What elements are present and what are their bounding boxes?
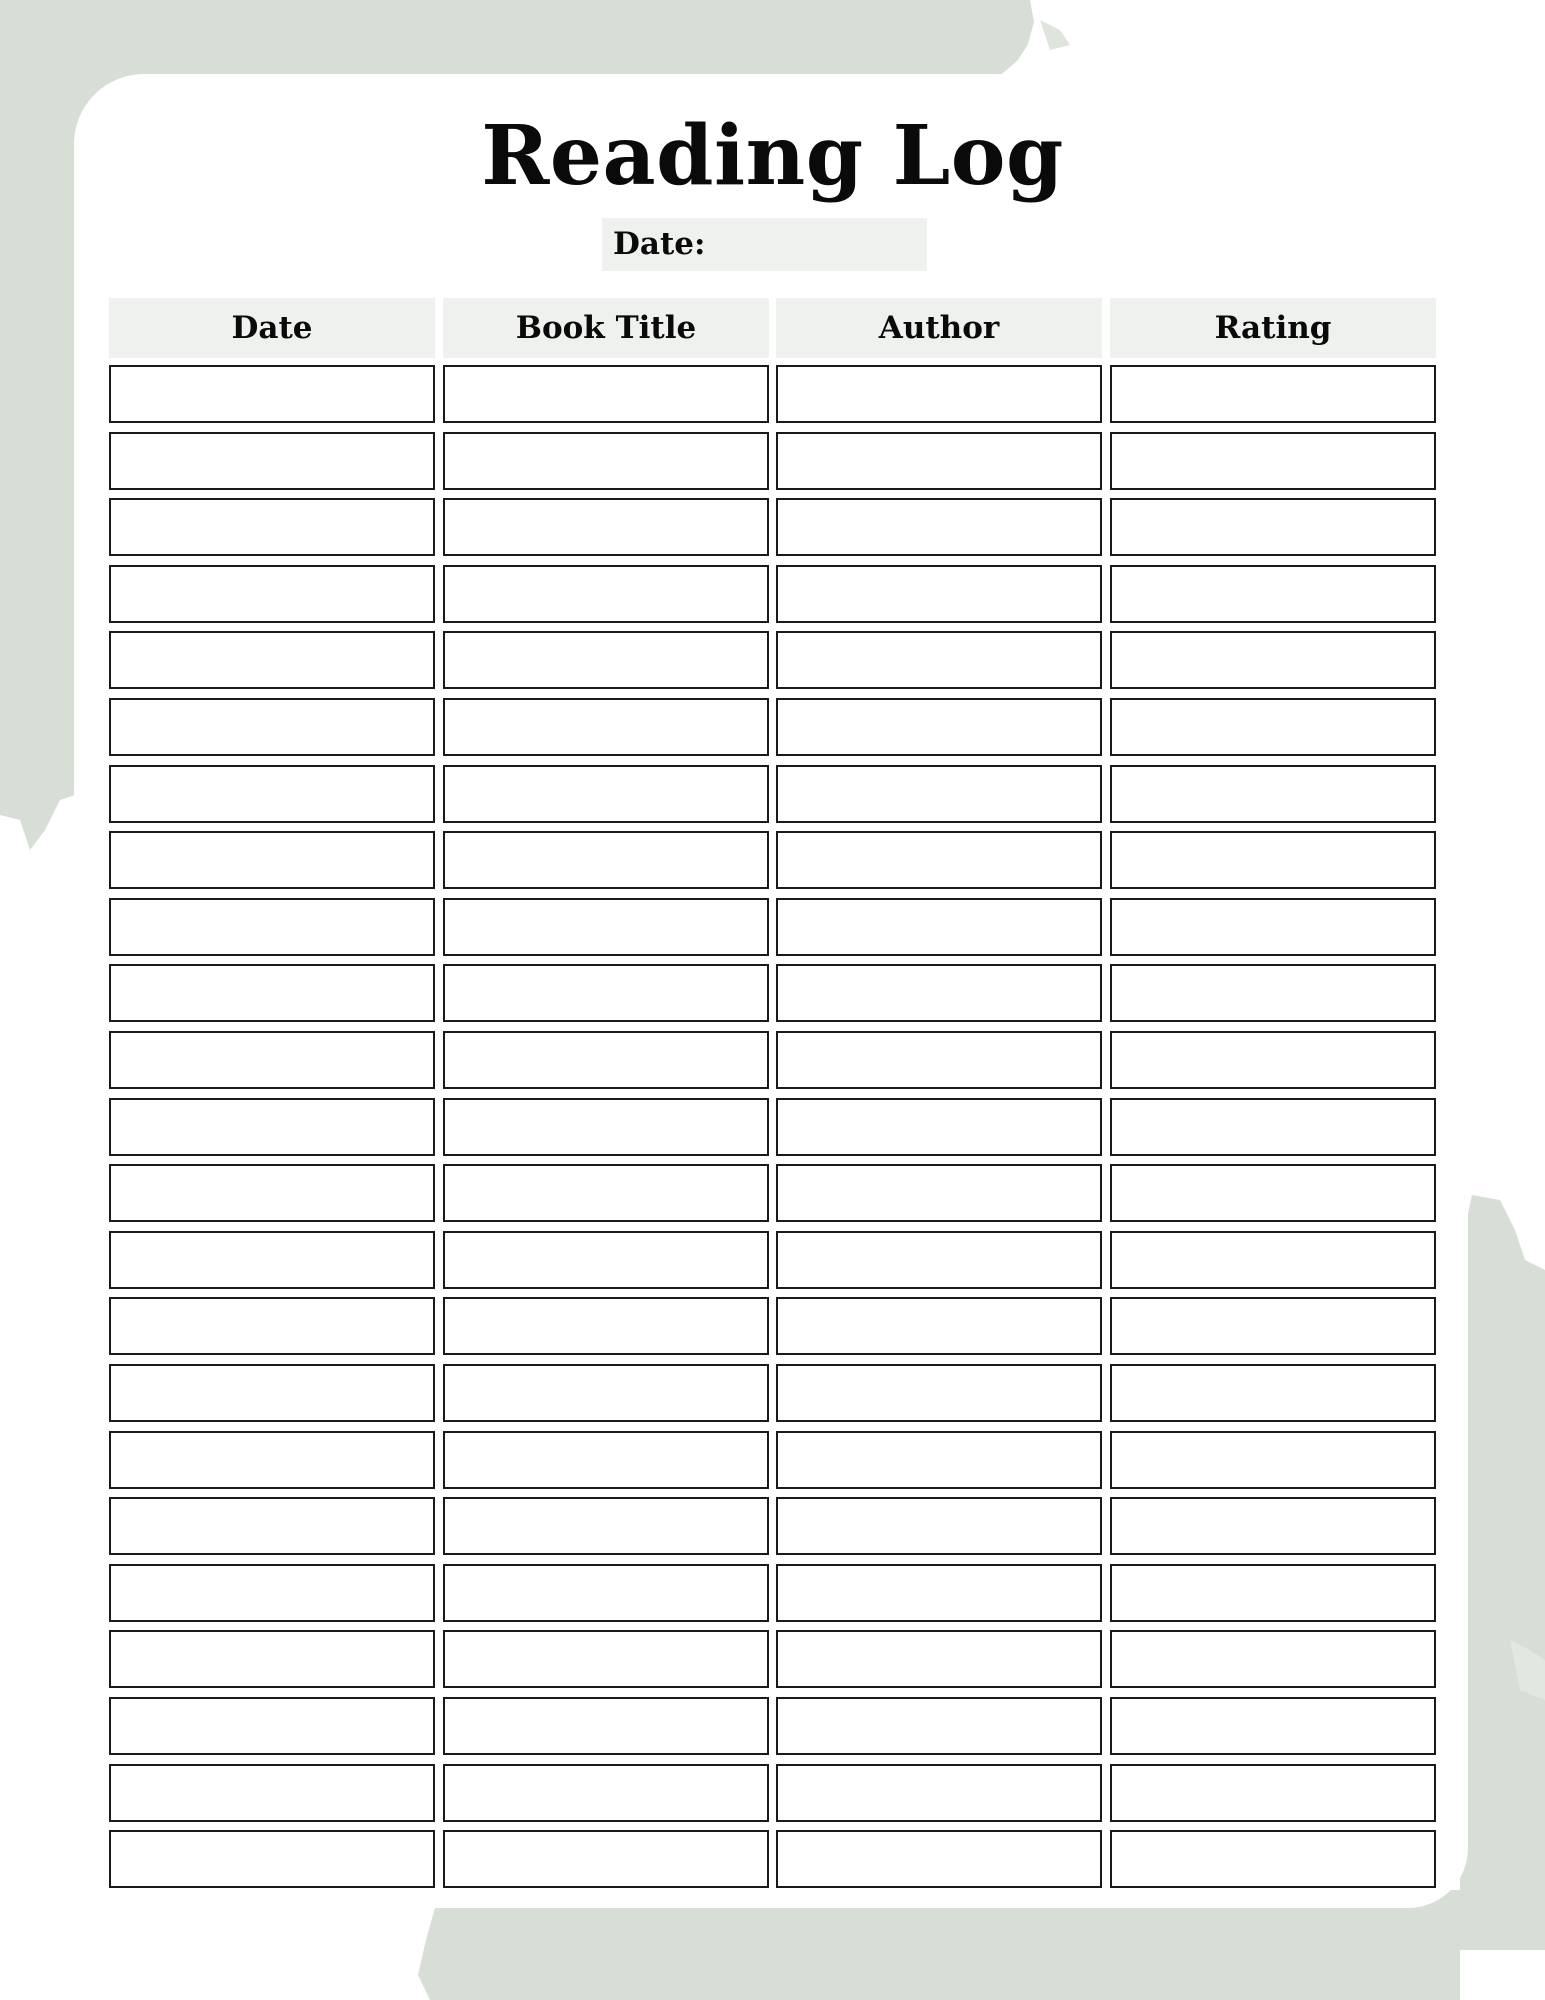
date-cell[interactable] <box>109 765 435 823</box>
book-title-cell[interactable] <box>443 631 769 689</box>
date-cell[interactable] <box>109 1098 435 1156</box>
date-cell[interactable] <box>109 964 435 1022</box>
rating-cell[interactable] <box>1110 1231 1436 1289</box>
page-title: Reading Log <box>481 108 1064 204</box>
rating-cell[interactable] <box>1110 498 1436 556</box>
author-cell[interactable] <box>776 765 1102 823</box>
date-cell[interactable] <box>109 1697 435 1755</box>
rating-cell[interactable] <box>1110 964 1436 1022</box>
book-title-cell[interactable] <box>443 1431 769 1489</box>
book-title-cell[interactable] <box>443 1164 769 1222</box>
author-cell[interactable] <box>776 698 1102 756</box>
author-cell[interactable] <box>776 1098 1102 1156</box>
rating-cell[interactable] <box>1110 432 1436 490</box>
book-title-cell[interactable] <box>443 432 769 490</box>
author-cell[interactable] <box>776 1764 1102 1822</box>
book-title-cell[interactable] <box>443 1630 769 1688</box>
date-cell[interactable] <box>109 1830 435 1888</box>
date-cell[interactable] <box>109 1431 435 1489</box>
rating-cell[interactable] <box>1110 1164 1436 1222</box>
author-cell[interactable] <box>776 1497 1102 1555</box>
book-title-cell[interactable] <box>443 1231 769 1289</box>
rating-cell[interactable] <box>1110 1031 1436 1089</box>
book-title-cell[interactable] <box>443 1497 769 1555</box>
author-cell[interactable] <box>776 1231 1102 1289</box>
rating-cell[interactable] <box>1110 365 1436 423</box>
book-title-cell[interactable] <box>443 498 769 556</box>
date-cell[interactable] <box>109 365 435 423</box>
author-cell[interactable] <box>776 1564 1102 1622</box>
author-cell[interactable] <box>776 1364 1102 1422</box>
header-rating: Rating <box>1110 298 1436 358</box>
author-cell[interactable] <box>776 964 1102 1022</box>
book-title-cell[interactable] <box>443 1364 769 1422</box>
book-title-cell[interactable] <box>443 1697 769 1755</box>
book-title-cell[interactable] <box>443 765 769 823</box>
date-cell[interactable] <box>109 565 435 623</box>
date-cell[interactable] <box>109 1164 435 1222</box>
author-cell[interactable] <box>776 365 1102 423</box>
header-book-title: Book Title <box>443 298 769 358</box>
book-title-cell[interactable] <box>443 1764 769 1822</box>
date-cell[interactable] <box>109 1764 435 1822</box>
author-cell[interactable] <box>776 565 1102 623</box>
date-cell[interactable] <box>109 898 435 956</box>
date-cell[interactable] <box>109 698 435 756</box>
date-cell[interactable] <box>109 498 435 556</box>
rating-cell[interactable] <box>1110 1497 1436 1555</box>
book-title-cell[interactable] <box>443 831 769 889</box>
date-label: Date: <box>613 226 706 262</box>
date-cell[interactable] <box>109 831 435 889</box>
rating-cell[interactable] <box>1110 565 1436 623</box>
book-title-cell[interactable] <box>443 898 769 956</box>
author-cell[interactable] <box>776 432 1102 490</box>
book-title-cell[interactable] <box>443 1098 769 1156</box>
rating-cell[interactable] <box>1110 1297 1436 1355</box>
header-date: Date <box>109 298 435 358</box>
rating-cell[interactable] <box>1110 1830 1436 1888</box>
date-cell[interactable] <box>109 1031 435 1089</box>
author-cell[interactable] <box>776 631 1102 689</box>
author-cell[interactable] <box>776 1697 1102 1755</box>
rating-cell[interactable] <box>1110 831 1436 889</box>
author-cell[interactable] <box>776 1630 1102 1688</box>
rating-cell[interactable] <box>1110 1564 1436 1622</box>
author-cell[interactable] <box>776 1031 1102 1089</box>
rating-cell[interactable] <box>1110 1630 1436 1688</box>
rating-cell[interactable] <box>1110 1364 1436 1422</box>
rating-cell[interactable] <box>1110 1697 1436 1755</box>
author-cell[interactable] <box>776 498 1102 556</box>
rating-cell[interactable] <box>1110 765 1436 823</box>
rating-cell[interactable] <box>1110 698 1436 756</box>
header-author: Author <box>776 298 1102 358</box>
rating-cell[interactable] <box>1110 1431 1436 1489</box>
book-title-cell[interactable] <box>443 565 769 623</box>
book-title-cell[interactable] <box>443 1031 769 1089</box>
date-cell[interactable] <box>109 1231 435 1289</box>
author-cell[interactable] <box>776 898 1102 956</box>
author-cell[interactable] <box>776 1830 1102 1888</box>
date-cell[interactable] <box>109 631 435 689</box>
date-cell[interactable] <box>109 1297 435 1355</box>
book-title-cell[interactable] <box>443 365 769 423</box>
book-title-cell[interactable] <box>443 964 769 1022</box>
date-cell[interactable] <box>109 1564 435 1622</box>
book-title-cell[interactable] <box>443 1297 769 1355</box>
rating-cell[interactable] <box>1110 1098 1436 1156</box>
rating-cell[interactable] <box>1110 1764 1436 1822</box>
rating-cell[interactable] <box>1110 631 1436 689</box>
book-title-cell[interactable] <box>443 1830 769 1888</box>
date-cell[interactable] <box>109 1364 435 1422</box>
date-cell[interactable] <box>109 1497 435 1555</box>
rating-cell[interactable] <box>1110 898 1436 956</box>
author-cell[interactable] <box>776 831 1102 889</box>
date-field[interactable] <box>602 218 927 271</box>
date-cell[interactable] <box>109 432 435 490</box>
author-cell[interactable] <box>776 1164 1102 1222</box>
author-cell[interactable] <box>776 1431 1102 1489</box>
book-title-cell[interactable] <box>443 698 769 756</box>
author-cell[interactable] <box>776 1297 1102 1355</box>
date-cell[interactable] <box>109 1630 435 1688</box>
book-title-cell[interactable] <box>443 1564 769 1622</box>
